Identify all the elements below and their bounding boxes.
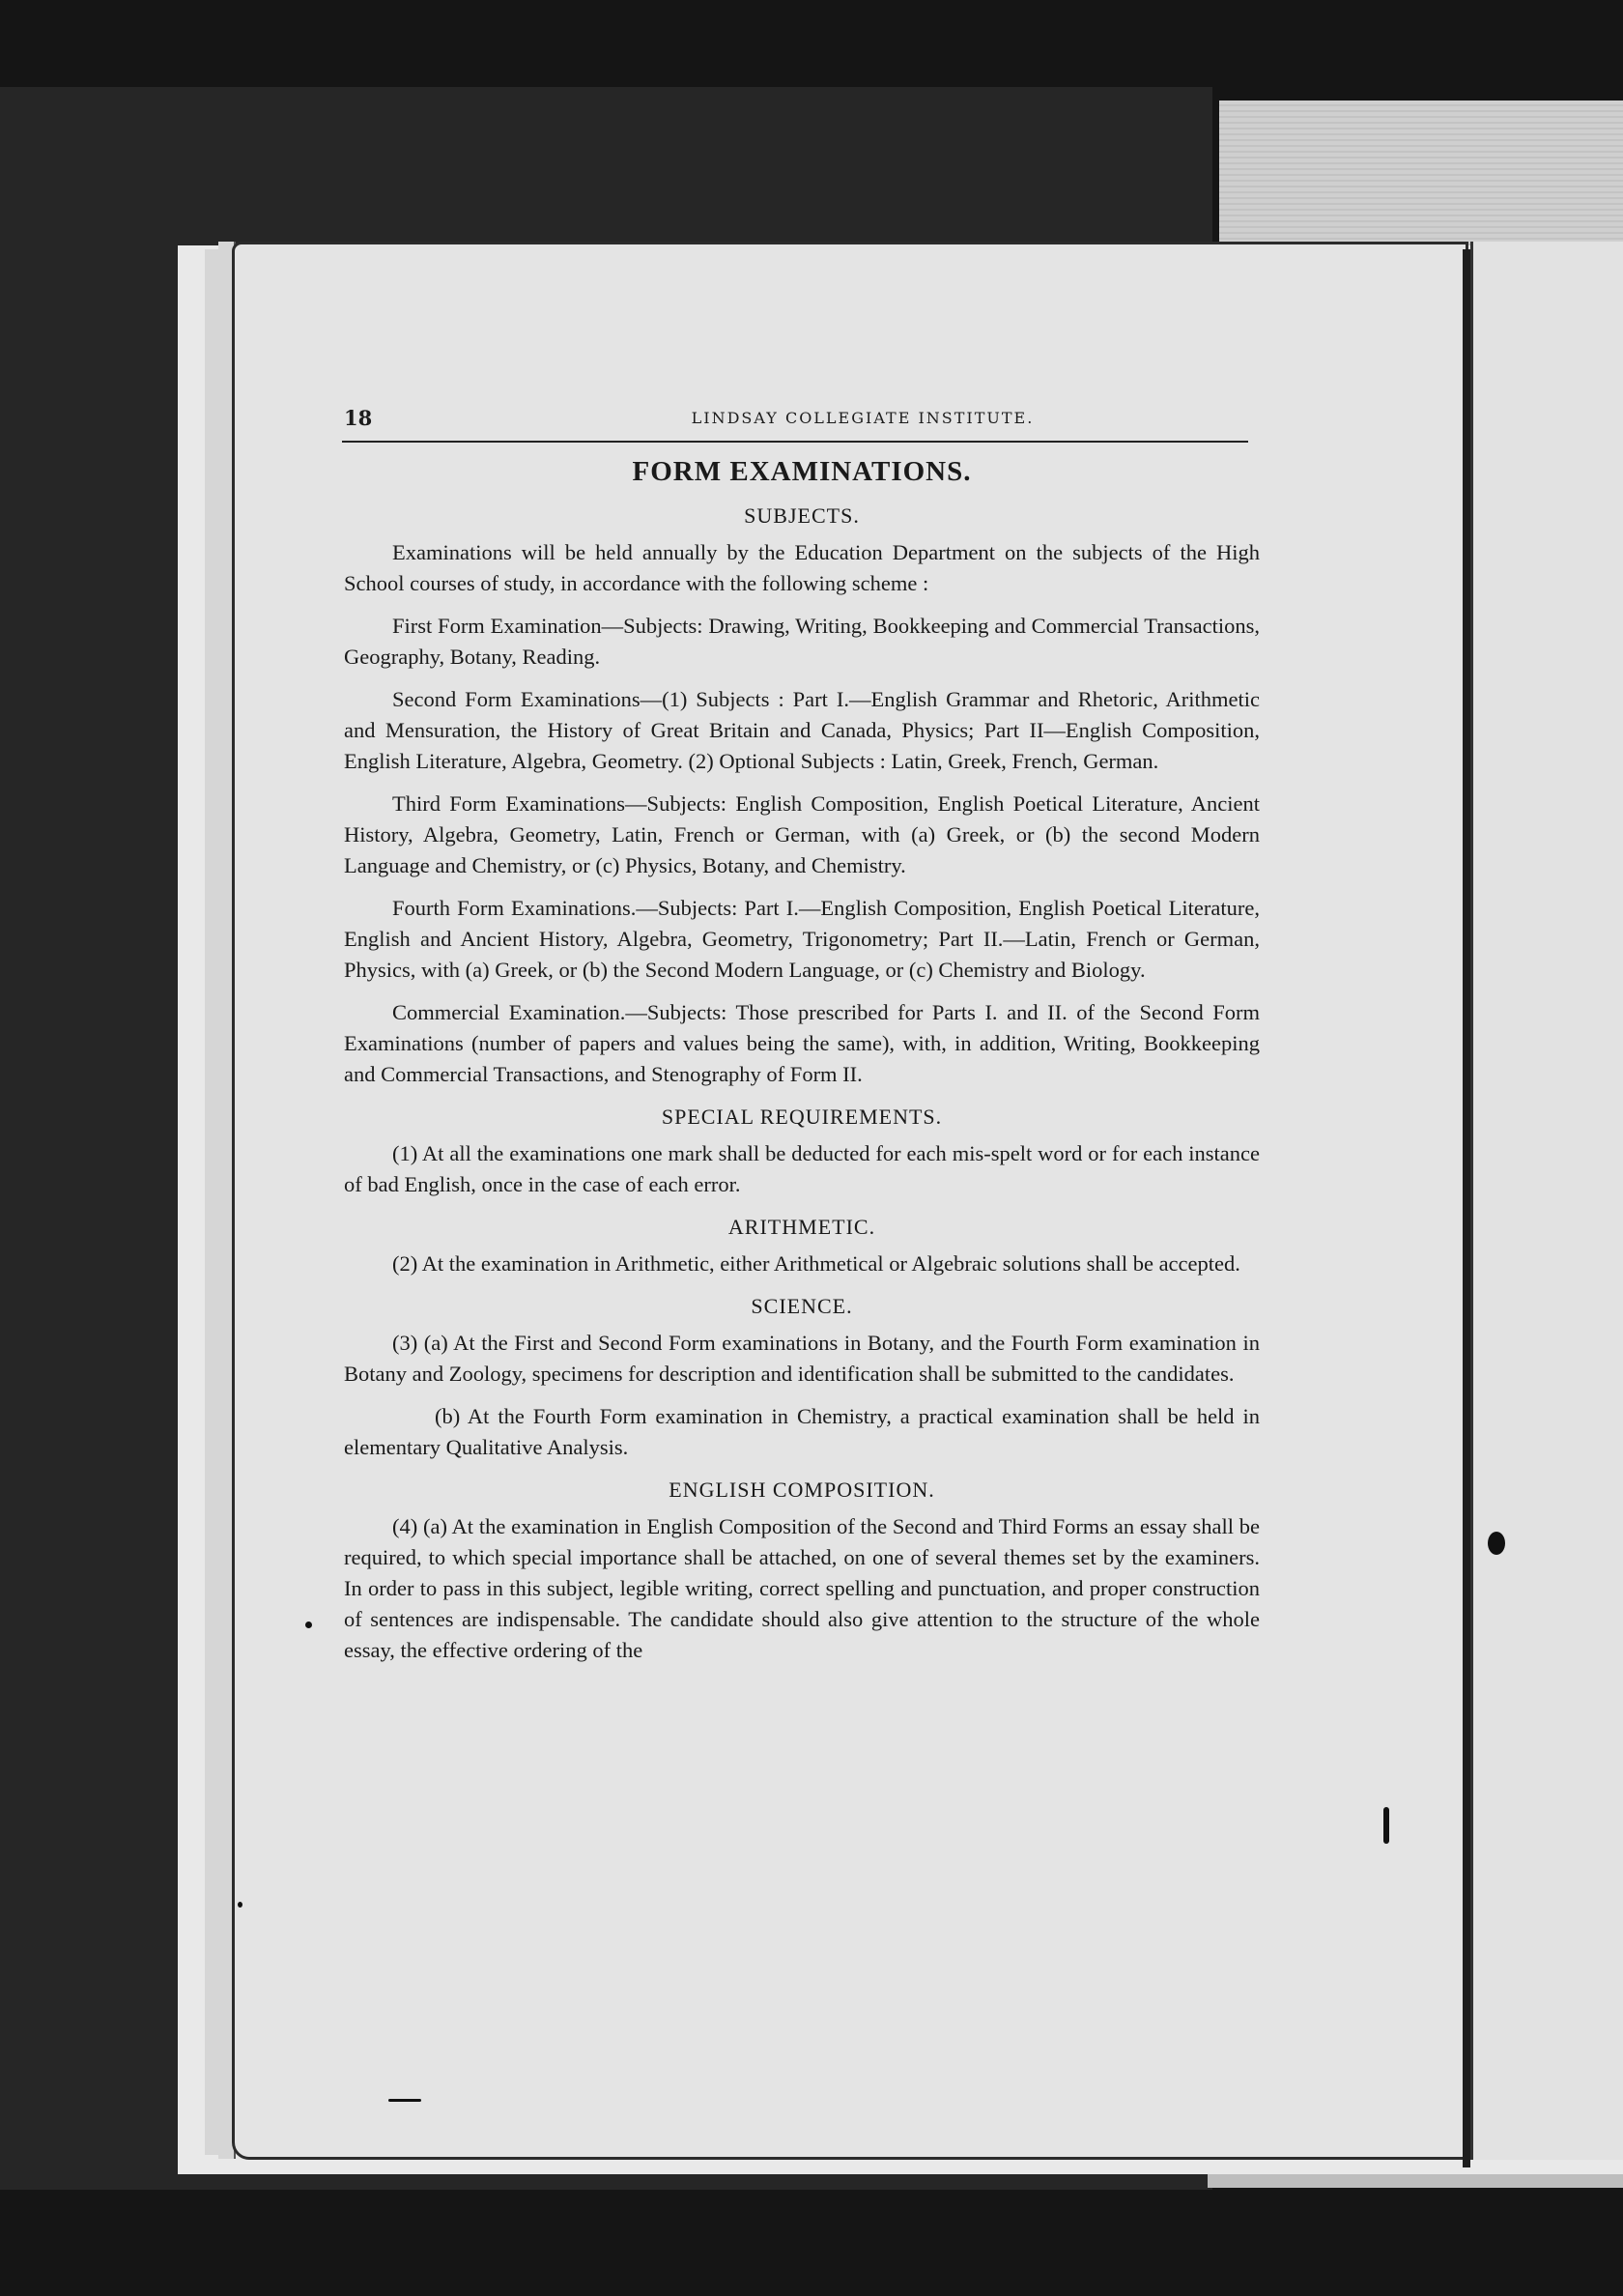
heading-science: SCIENCE. bbox=[751, 1294, 853, 1318]
running-title: LINDSAY COLLEGIATE INSTITUTE. bbox=[691, 409, 1035, 427]
heading-english-composition: ENGLISH COMPOSITION. bbox=[669, 1478, 935, 1502]
paragraph-commercial: Commercial Examination.—Subjects: Those prescribed for Parts I. and II. of the Second Form Examinations (number of papers and values being the same), with, in addition, Writing, Bookkeeping and Commercial Transactions, and Stenography of Form II. bbox=[344, 1000, 1260, 1086]
page-body bbox=[344, 452, 1260, 1678]
page-gutter bbox=[1463, 249, 1470, 2167]
section-title: FORM EXAMINATIONS. bbox=[632, 456, 972, 487]
rule-2: (2) At the examination in Arithmetic, either Arithmetical or Algebraic solutions shall be accepted. bbox=[392, 1251, 1240, 1276]
scan-speck bbox=[1383, 1807, 1389, 1844]
page-number: 18 bbox=[344, 406, 373, 430]
rule-3a: (3) (a) At the First and Second Form examinations in Botany, and the Fourth Form examination in Botany and Zoology, specimens for description and identification shall be submitted to the candidates. bbox=[344, 1331, 1260, 1386]
rule-3b: (b) At the Fourth Form examination in Chemistry, a practical examination shall be held in elementary Qualitative Analysis. bbox=[344, 1404, 1260, 1459]
scan-speck bbox=[305, 1622, 312, 1628]
rule-4a: (4) (a) At the examination in English Composition of the Second and Third Forms an essay shall be required, to which special importance shall be attached, on one of several themes set by the examiners. In order to pass in this subject, legible writing, correct spelling and punctuation, and proper construction of sentences are indispensable. The candidate should also give attention to the structure of the whole essay, the effective ordering of the bbox=[344, 1514, 1260, 1662]
heading-arithmetic: ARITHMETIC. bbox=[727, 1215, 876, 1239]
paragraph-fourth-form: Fourth Form Examinations.—Subjects: Part I.—English Composition, English Poetical Literature, English and Ancient History, Algebra, Geometry, Trigonometry; Part II.—Latin, French or German, Physics, with (a) Greek, or (b) the Second Modern Language, or (c) Chemistry and Biology. bbox=[344, 896, 1260, 982]
rule-1: (1) At all the examinations one mark shall be deducted for each mis-spelt word or for each instance of bad English, once in the case of each error. bbox=[344, 1141, 1260, 1196]
scan-speck bbox=[1488, 1532, 1505, 1555]
section-subtitle: SUBJECTS. bbox=[744, 503, 860, 528]
paragraph-first-form: First Form Examination—Subjects: Drawing, Writing, Bookkeeping and Commercial Transactions, Geography, Botany, Reading. bbox=[344, 614, 1260, 669]
scan-speck bbox=[238, 1902, 242, 1908]
running-header bbox=[342, 406, 1248, 443]
heading-special-requirements: SPECIAL REQUIREMENTS. bbox=[661, 1105, 943, 1129]
paragraph-second-form: Second Form Examinations—(1) Subjects : Part I.—English Grammar and Rhetoric, Arithmetic and Mensuration, the History of Great Britain and Canada, Physics; Part II—English Composition, English Literature, Algebra, Geometry. (2) Optional Subjects : Latin, Greek, French, German. bbox=[344, 687, 1260, 773]
facing-page bbox=[1470, 242, 1623, 2160]
binding-tape-tab bbox=[1219, 100, 1623, 245]
scan-speck bbox=[388, 2099, 421, 2102]
paragraph-third-form: Third Form Examinations—Subjects: English Composition, English Poetical Literature, Ancient History, Algebra, Geometry, Latin, French or German, with (a) Greek, or (b) the second Modern Language and Chemistry, or (c) Physics, Botany, and Chemistry. bbox=[344, 791, 1260, 877]
paragraph-intro: Examinations will be held annually by the Education Department on the subjects of the High School courses of study, in accordance with the following scheme : bbox=[344, 540, 1260, 595]
